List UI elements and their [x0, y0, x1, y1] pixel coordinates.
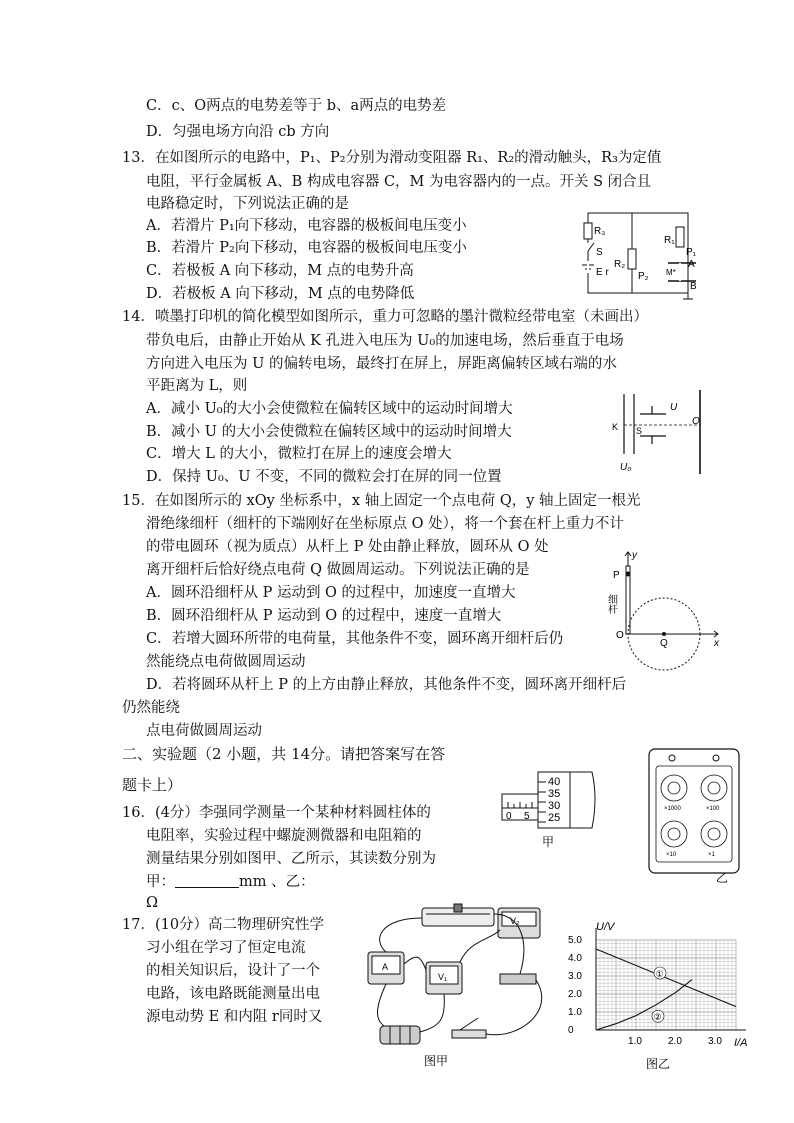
label-u0: U₀ [620, 462, 632, 473]
label-o: O [692, 416, 700, 427]
chart-x-label: I/A [734, 1037, 748, 1049]
y-tick-label: 3.0 [568, 971, 582, 982]
q14-stem: 带负电后，由静止开始从 K 孔进入电压为 U₀的加速电场，然后垂直于电场 [146, 333, 624, 349]
resistance-box-figure [648, 748, 740, 885]
ammeter-label: A [382, 962, 389, 972]
micrometer-tick: 40 [548, 776, 561, 788]
label-rod: 细杆 [605, 594, 617, 614]
micrometer-tick: 30 [548, 800, 561, 812]
dial-label: ×10 [666, 852, 677, 858]
q16-answer-line: 甲： mm 、乙： [146, 874, 315, 890]
micrometer-tick: 25 [548, 812, 561, 824]
chart-y-label: U/V [596, 921, 615, 933]
y-tick-label: 2.0 [568, 989, 582, 1000]
q13-stem: 13．在如图所示的电路中，P₁、P₂分别为滑动变阻器 R₁、R₂的滑动触头，R₃为定值 [122, 150, 662, 166]
q13-option-d: D．若极板 A 向下移动，M 点的电势降低 [146, 286, 415, 302]
label-p2: P₂ [638, 271, 649, 282]
ui-chart [560, 910, 760, 1070]
micrometer-figure [494, 768, 604, 848]
y-tick-label: 5.0 [568, 935, 582, 946]
y-tick-label: 4.0 [568, 953, 582, 964]
q12-option-d: D．匀强电场方向沿 cb 方向 [146, 124, 330, 140]
label-p: P [613, 570, 620, 581]
q14-stem: 14．喷墨打印机的简化模型如图所示，重力可忽略的墨汁微粒经带电室（未画出） [122, 309, 648, 325]
x-tick-label: 1.0 [628, 1036, 642, 1047]
q15-option-d: 仍然能绕 [122, 700, 180, 716]
series-label: ② [653, 1012, 662, 1023]
q14-option-b: B．减小 U 的大小会使微粒在偏转区域中的运动时间增大 [146, 424, 512, 440]
voltmeter-label: V₁ [438, 972, 448, 982]
dial-label: ×100 [706, 806, 720, 812]
q13-option-c: C．若极板 A 向下移动，M 点的电势升高 [146, 263, 414, 279]
q17-circuit-apparatus [360, 900, 560, 1068]
q14-option-d: D．保持 U₀、U 不变，不同的微粒会打在屏的同一位置 [146, 469, 502, 485]
figure-caption: 乙 [716, 871, 729, 885]
q17-stem: 17．(10分）高二物理研究性学 [122, 917, 325, 933]
section-title: 二、实验题（2 小题，共 14分。请把答案写在答 [122, 745, 446, 763]
figure-caption: 甲 [542, 835, 555, 849]
dial-label: ×1000 [664, 806, 681, 812]
q14-option-a: A．减小 U₀的大小会使微粒在偏转区域中的运动时间增大 [146, 401, 513, 417]
label-q: Q [660, 638, 668, 649]
section-title: 题卡上） [122, 776, 183, 794]
label-r1: R₁ [664, 235, 675, 246]
micrometer-scale: 0 [506, 811, 512, 822]
label-x: x [714, 638, 719, 649]
micrometer-tick: 35 [548, 788, 561, 800]
q15-option-d: D．若将圆环从杆上 P 的上方由静止释放，其他条件不变，圆环离开细杆后 [146, 677, 627, 693]
chart-series [596, 949, 736, 1030]
q15-stem: 的带电圆环（视为质点）从杆上 P 处由静止释放，圆环从 O 处 [146, 539, 549, 555]
q16-stem: 电阻率，实验过程中螺旋测微器和电阻箱的 [146, 828, 422, 844]
q13-circuit-diagram [580, 205, 700, 300]
label-a: A [688, 259, 695, 270]
q17-stem: 的相关知识后，设计了一个 [146, 963, 320, 979]
label-u: U [670, 402, 678, 413]
q15-coordinate-diagram [605, 548, 728, 649]
q14-stem: 方向进入电压为 U 的偏转电场，最终打在屏上，屏距离偏转区域右端的水 [146, 356, 617, 372]
voltmeter-label: V₂ [510, 916, 520, 926]
figure-caption: 图乙 [646, 1057, 671, 1071]
q15-option-c: 然能绕点电荷做圆周运动 [146, 654, 306, 670]
q16-stem: 测量结果分别如图甲、乙所示，其读数分别为 [146, 851, 436, 867]
q15-option-d: 点电荷做圆周运动 [146, 723, 262, 739]
label-b: B [690, 281, 697, 292]
q17-stem: 习小组在学习了恒定电流 [146, 940, 306, 956]
label-er: E r [596, 267, 609, 278]
q15-option-c: C．若增大圆环所带的电荷量，其他条件不变，圆环离开细杆后仍 [146, 631, 564, 647]
q13-option-b: B．若滑片 P₂向下移动，电容器的极板间电压变小 [146, 240, 467, 256]
chart-grid [596, 928, 746, 1030]
label-s: S [636, 426, 643, 436]
label-p1: P₁ [686, 247, 697, 258]
series-label: ① [655, 969, 664, 979]
q14-stem: 平距离为 L，则 [146, 378, 248, 394]
label-s: S [596, 247, 603, 258]
q15-option-a: A．圆环沿细杆从 P 运动到 O 的过程中，加速度一直增大 [146, 585, 516, 601]
label-k: K [612, 422, 619, 432]
q14-option-c: C．增大 L 的大小，微粒打在屏上的速度会增大 [146, 446, 452, 462]
label-y: y [632, 550, 637, 561]
q13-stem: 电阻，平行金属板 A、B 构成电容器 C，M 为电容器内的一点。开关 S 闭合且 [146, 174, 652, 190]
q15-stem: 滑绝缘细杆（细杆的下端刚好在坐标原点 O 处），将一个套在杆上重力不计 [146, 516, 624, 532]
dial-label: ×1 [708, 852, 715, 858]
q17-stem: 源电动势 E 和内阻 r同时又 [146, 1009, 323, 1025]
q13-option-a: A．若滑片 P₁向下移动，电容器的极板间电压变小 [146, 218, 467, 234]
micrometer-scale: 5 [524, 811, 530, 822]
y-tick-label: 1.0 [568, 1007, 582, 1018]
figure-caption: 图甲 [424, 1054, 449, 1068]
label-r2: R₂ [614, 259, 626, 270]
label-r3: R₃ [594, 226, 606, 237]
label-m: M* [666, 268, 676, 277]
q15-stem: 离开细杆后恰好绕点电荷 Q 做圆周运动。下列说法正确的是 [146, 562, 530, 578]
q13-stem: 电路稳定时，下列说法正确的是 [146, 196, 349, 212]
q16-unit: Ω [146, 895, 159, 911]
answer-blank[interactable] [175, 873, 239, 888]
q12-option-c: C．c、O两点的电势差等于 b、a两点的电势差 [146, 98, 447, 114]
q17-stem: 电路，该电路既能测量出电 [146, 986, 320, 1002]
q15-option-b: B．圆环沿细杆从 P 运动到 O 的过程中，速度一直增大 [146, 608, 502, 624]
q15-stem: 15．在如图所示的 xOy 坐标系中，x 轴上固定一个点电荷 Q，y 轴上固定一根光 [122, 493, 641, 509]
q16-stem: 16．(4分）李强同学测量一个某种材料圆柱体的 [122, 805, 431, 821]
x-tick-label: 3.0 [708, 1036, 722, 1047]
y-tick-label: 0 [568, 1025, 574, 1036]
label-o: O [616, 630, 624, 641]
q14-inkjet-diagram [612, 390, 707, 480]
x-tick-label: 2.0 [668, 1036, 682, 1047]
